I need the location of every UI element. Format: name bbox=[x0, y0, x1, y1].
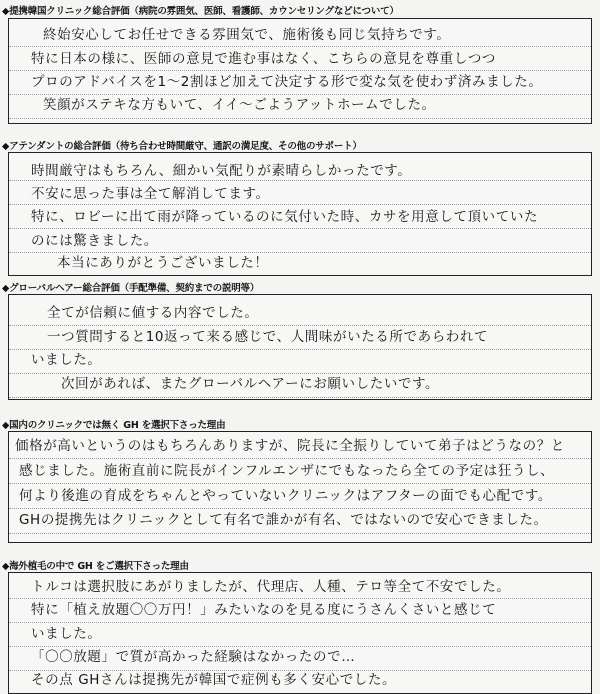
ruled-line bbox=[9, 533, 591, 534]
ruled-line bbox=[9, 94, 591, 95]
answer-box-clinic-evaluation bbox=[8, 18, 592, 124]
answer-line: 不安に思った事は全て解消してます。 bbox=[31, 186, 270, 202]
answer-line: 終始安心してお任せできる雰囲気で、施術後も同じ気持ちです。 bbox=[43, 27, 451, 43]
section-title-clinic-evaluation: ◆提携韓国クリニック総合評価（病院の雰囲気、医師、看護師、カウンセリングなどについて） bbox=[2, 6, 399, 17]
ruled-line bbox=[9, 46, 591, 47]
answer-line: 全てが信頼に値する内容でした。 bbox=[47, 305, 259, 321]
answer-line: 一つ質問すると10返って来る感じで、人間味がいたる所であらわれて bbox=[47, 329, 489, 345]
answer-box-reason-over-overseas bbox=[8, 572, 592, 694]
section-title-attendant-evaluation: ◆アテンダントの総合評価（待ち合わせ時間厳守、通訳の満足度、その他のサポート） bbox=[2, 141, 362, 152]
ruled-line bbox=[9, 508, 591, 509]
answer-line: いました。 bbox=[31, 352, 102, 368]
ruled-line bbox=[9, 118, 591, 119]
answer-line: 本当にありがとうございました！ bbox=[57, 255, 269, 271]
answer-line: 何より後進の育成をちゃんとやっていないクリニックはアフターの面でも心配です。 bbox=[19, 488, 552, 504]
answer-line: トルコは選択肢にあがりましたが、代理店、人種、テロ等全て不安でした。 bbox=[31, 579, 511, 595]
answer-line: GHの提携先はクリニックとして有名で誰かが有名、ではないので安心できました。 bbox=[19, 512, 548, 528]
ruled-line bbox=[9, 228, 591, 229]
answer-line: のには驚きました。 bbox=[31, 233, 158, 249]
ruled-line bbox=[9, 252, 591, 253]
answer-line: その点 GHさんは提携先が韓国で症例も多く安心でした。 bbox=[31, 672, 397, 688]
ruled-line bbox=[9, 325, 591, 326]
section-title-globalhair-evaluation: ◆グローバルヘアー総合評価（手配準備、契約までの説明等） bbox=[2, 283, 260, 294]
answer-line: 次回があれば、またグローバルヘアーにお願いしたいです。 bbox=[61, 376, 440, 392]
ruled-line bbox=[9, 598, 591, 599]
answer-line: 笑顔がステキな方もいて、イイ〜ごようアットホームでした。 bbox=[43, 97, 436, 113]
answer-line: プロのアドバイスを1〜2割ほど加えて決定する形で変な気を使わず済みました。 bbox=[31, 74, 543, 90]
section-title-reason-over-domestic: ◆国内のクリニックでは無く GH を選択下さった理由 bbox=[2, 420, 226, 431]
ruled-line bbox=[9, 646, 591, 647]
answer-line: 「〇〇放題」で質が高かった経験はなかったので… bbox=[31, 649, 356, 665]
ruled-line bbox=[9, 180, 591, 181]
ruled-line bbox=[9, 670, 591, 671]
answer-line: 時間厳守はもちろん、細かい気配りが素晴らしかったです。 bbox=[31, 163, 412, 179]
ruled-line bbox=[9, 204, 591, 205]
ruled-line bbox=[9, 458, 591, 459]
answer-box-globalhair-evaluation bbox=[8, 294, 592, 400]
ruled-line bbox=[9, 483, 591, 484]
ruled-line bbox=[9, 622, 591, 623]
ruled-line bbox=[9, 397, 591, 398]
answer-line: 感じました。施術直前に院長がインフルエンザにでもなったら全ての予定は狂うし、 bbox=[19, 463, 555, 479]
section-title-reason-over-overseas: ◆海外植毛の中で GH をご選択下さった理由 bbox=[2, 561, 189, 572]
ruled-line bbox=[9, 373, 591, 374]
ruled-line bbox=[9, 70, 591, 71]
answer-box-attendant-evaluation bbox=[8, 152, 592, 276]
answer-line: いました。 bbox=[31, 626, 102, 642]
answer-line: 価格が高いというのはもちろんありますが、院長に全振りしていて弟子はどうなの？と bbox=[15, 438, 565, 454]
answer-line: 特に、ロビーに出て雨が降っているのに気付いた時、カサを用意して頂いていた bbox=[31, 209, 539, 225]
answer-box-reason-over-domestic bbox=[8, 431, 592, 543]
ruled-line bbox=[9, 349, 591, 350]
answer-line: 特に「植え放題〇〇万円！」みたいなのを見る度にうさんくさいと感じて bbox=[31, 602, 497, 618]
answer-line: 特に日本の様に、医師の意見で進む事はなく、こちらの意見を尊重しつつ bbox=[31, 51, 497, 67]
